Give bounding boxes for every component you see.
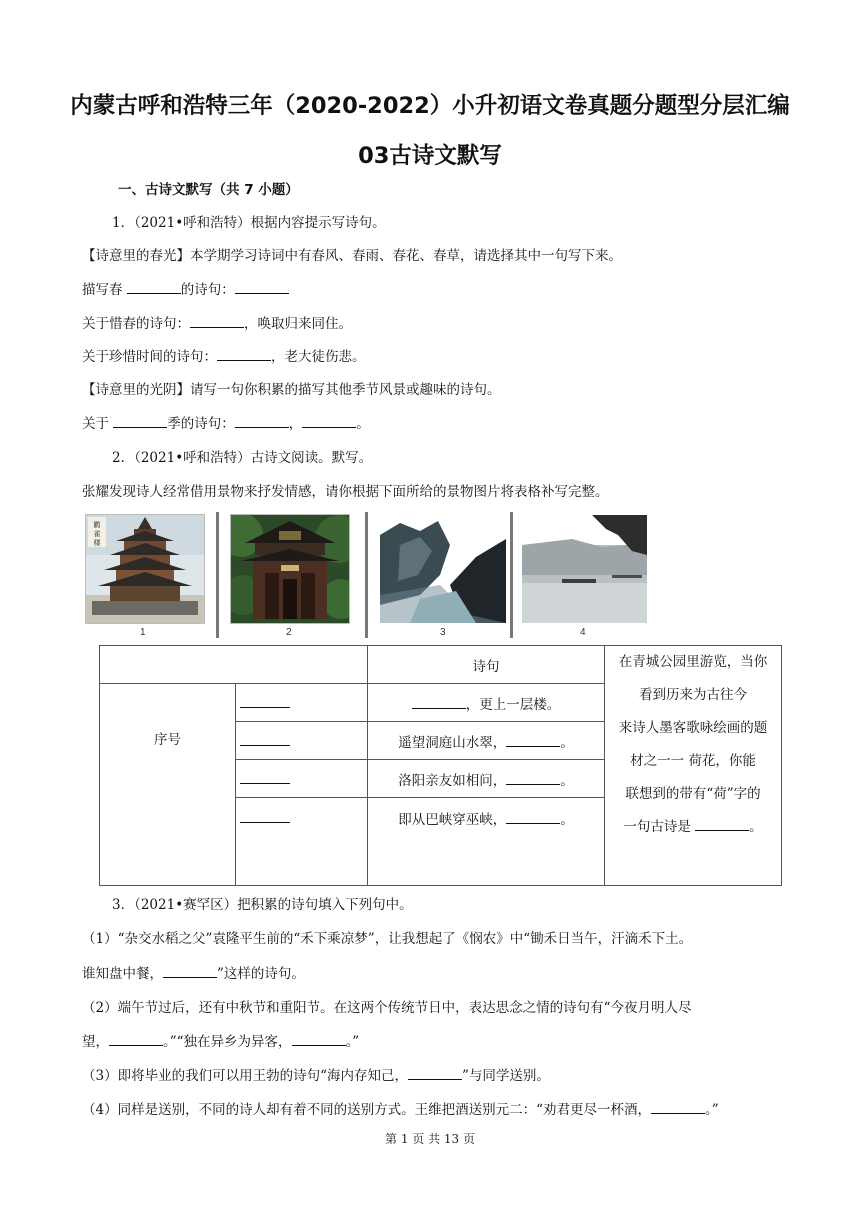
q3-heading: 3．（2021•赛罕区）把积累的诗句填入下列句中。 [112,897,413,913]
answer-blank[interactable] [506,770,560,785]
q3-p1b [82,963,305,984]
text: ”与同学送别。 [462,1068,550,1084]
poem-text: 。 [560,812,574,828]
q1-line5: 【诗意里的光阴】请写一句你积累的描写其他季节风景或趣味的诗句。 [82,382,501,398]
q1-heading: 1．（2021•呼和浩特）根据内容提示写诗句。 [112,215,386,231]
text: 谁知盘中餐， [82,966,163,982]
text: ，老大徒伤悲。 [271,349,366,365]
poem-text: 即从巴峡穿巫峡， [398,812,507,828]
table-index-cell [236,798,368,886]
q3-p1a: （1）“杂交水稻之父”袁隆平生前的“禾下乘凉梦”，让我想起了《悯农》中“锄禾日当午，汗滴禾下土。 [82,931,693,947]
q1-line3 [82,313,352,334]
divider [510,512,513,638]
answer-blank[interactable] [292,1031,346,1046]
text: ， [288,416,303,432]
answer-blank[interactable] [240,769,290,784]
image-caption-3: 3 [440,627,446,638]
lake-image [521,514,648,624]
q2-heading: 2．（2021•呼和浩特）古诗文阅读。默写。 [112,450,373,466]
note-text: 看到历来为古往今 [639,687,747,703]
answer-blank[interactable] [240,693,290,708]
text: 。” [345,1034,360,1050]
answer-blank[interactable] [302,413,356,428]
table-index-cell [236,722,368,760]
image-caption-1: 1 [140,627,146,638]
poem-text: 遥望洞庭山水翠， [398,734,507,751]
answer-blank[interactable] [506,809,560,824]
tower-sign-text-1: 鹳 [93,521,101,529]
table-header-poem: 诗句 [368,646,605,684]
answer-blank[interactable] [240,731,290,746]
text: ”这样的诗句。 [217,966,305,982]
table-poem-cell [368,722,605,760]
answer-blank[interactable] [412,694,466,709]
divider [365,512,368,638]
q3-p3 [82,1065,550,1086]
text: 描写春 [82,282,127,298]
answer-blank[interactable] [163,963,217,978]
answer-blank[interactable] [240,808,290,823]
table-poem-cell [368,684,605,722]
tower-sign-text-3: 楼 [93,539,101,547]
table-note-cell [605,646,782,886]
text: 关于珍惜时间的诗句： [82,349,217,365]
doc-title-line1: 内蒙古呼和浩特三年（2020-2022）小升初语文卷真题分题型分层汇编 [70,93,790,119]
q3-p4 [82,1099,719,1120]
q1-line4 [82,346,366,367]
note-text: 材之一一 荷花，你能 [630,753,756,769]
page-footer: 第 1 页 共 13 页 [385,1132,475,1146]
q1-line6 [82,413,370,434]
note-text: 联想到的带有“荷”字的 [625,786,761,802]
note-last-line [605,811,781,844]
answer-blank[interactable] [190,313,244,328]
q1-line1: 【诗意里的春光】本学期学习诗词中有春风、春雨、春花、春草，请选择其中一句写下来。 [82,248,622,264]
text: 。” [705,1102,719,1118]
q3-p2b [82,1031,359,1052]
text: 关于惜春的诗句： [82,316,190,332]
table-poem-cell [368,798,605,886]
answer-blank[interactable] [127,279,181,294]
tower-image [85,514,205,624]
section-heading: 一、古诗文默写（共 7 小题） [118,182,299,198]
poem-table [99,645,782,886]
text: 季的诗句： [167,416,235,432]
answer-blank[interactable] [235,413,289,428]
tower-sign-text-2: 雀 [93,530,101,538]
answer-blank[interactable] [506,732,560,747]
answer-blank[interactable] [113,413,167,428]
answer-blank[interactable] [235,279,289,294]
table-index-cell [236,684,368,722]
answer-blank[interactable] [695,816,749,831]
text: （3）即将毕业的我们可以用王勃的诗句“海内存知己， [82,1068,408,1084]
text: （4）同样是送别，不同的诗人却有着不同的送别方式。王维把酒送别元二：“劝君更尽一杯酒， [82,1102,651,1118]
answer-blank[interactable] [217,346,271,361]
poem-text: 。 [560,734,574,751]
table-poem-cell [368,760,605,798]
gorge-image [379,514,507,624]
divider [216,512,219,638]
text: 关于 [82,416,114,432]
poem-text: ，更上一层楼。 [465,696,561,713]
pavilion-image [230,514,350,624]
doc-title-line2: 03古诗文默写 [358,143,502,169]
image-caption-2: 2 [286,627,292,638]
table-header-empty [100,646,368,684]
note-text: 在青城公园里游览，当你 [618,654,768,670]
text: ，唤取归来同住。 [244,316,352,332]
answer-blank[interactable] [651,1099,705,1114]
poem-text: 洛阳亲友如相问， [398,772,507,789]
text: 的诗句： [180,282,235,298]
q2-line1: 张耀发现诗人经常借用景物来抒发情感，请你根据下面所给的景物图片将表格补写完整。 [82,484,609,500]
text: 。”“独在异乡为异客， [163,1034,292,1050]
text: 。 [356,416,370,432]
q3-p2a: （2）端午节过后，还有中秋节和重阳节。在这两个传统节日中，表达思念之情的诗句有“今夜月明人尽 [82,1000,692,1016]
note-text: 来诗人墨客歌咏绘画的题 [618,720,768,736]
q1-line2 [82,279,289,300]
note-text: 一句古诗是 [623,819,696,835]
text: 望， [82,1034,109,1050]
table-row-label: 序号 [100,684,236,886]
table-index-cell [236,760,368,798]
poem-text: 。 [560,772,574,789]
image-caption-4: 4 [580,627,586,638]
answer-blank[interactable] [408,1065,462,1080]
note-text: 。 [749,819,763,835]
answer-blank[interactable] [109,1031,163,1046]
